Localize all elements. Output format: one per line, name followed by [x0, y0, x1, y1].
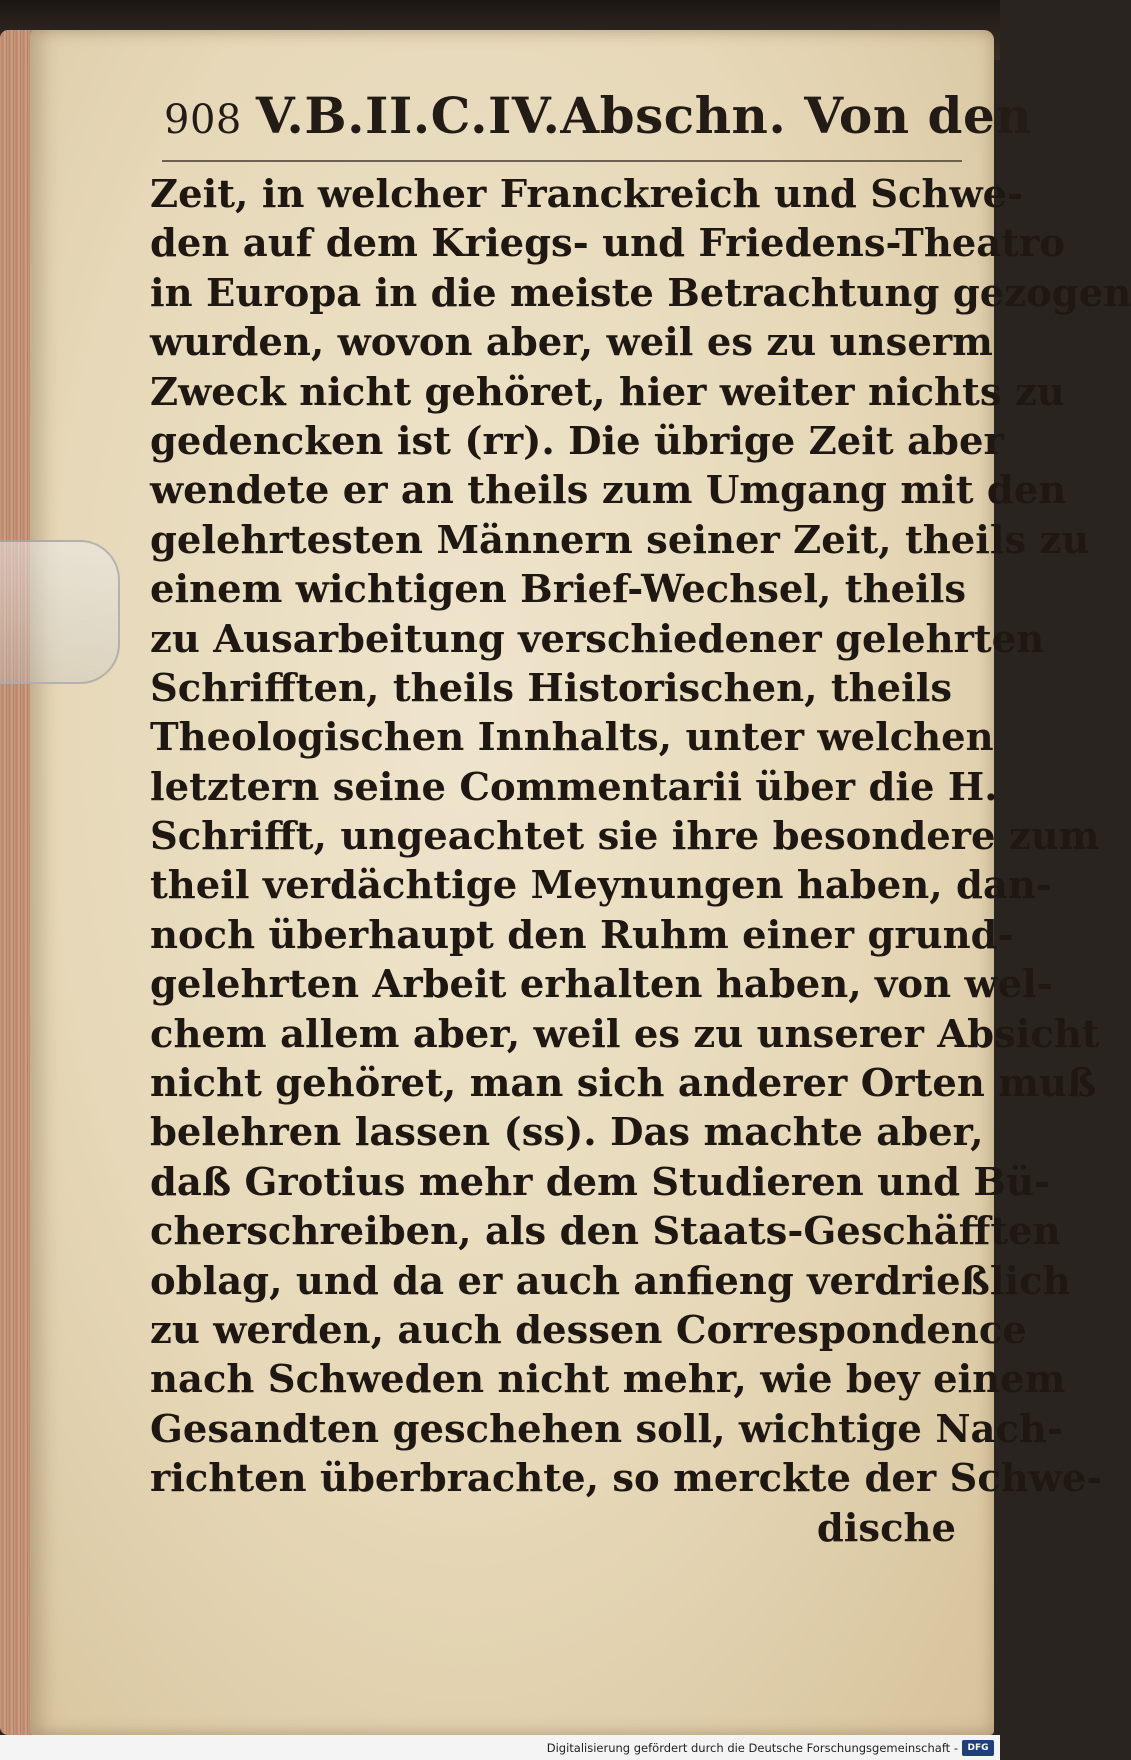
running-title: V.B.II.C.IV.Abschn. Von den	[255, 86, 1033, 145]
text-line: Schrifft, ungeachtet sie ihre besondere zum	[150, 814, 1100, 860]
text-line: daß Grotius mehr dem Studieren und Bü-	[150, 1159, 1050, 1205]
text-line: einem wichtigen Brief-Wechsel, theils	[150, 567, 967, 613]
header-rule	[162, 160, 962, 162]
text-line: richten überbrachte, so merckte der Schwe-	[150, 1456, 1103, 1502]
text-line: gedencken ist (rr). Die übrige Zeit aber	[150, 418, 1004, 464]
text-line: Theologischen Innhalts, unter welchen	[150, 715, 994, 761]
text-line: nicht gehöret, man sich anderer Orten muß	[150, 1061, 1097, 1107]
text-line: gelehrten Arbeit erhalten haben, von wel-	[150, 962, 1053, 1008]
text-line: nach Schweden nicht mehr, wie bey einem	[150, 1357, 1066, 1403]
text-line: Gesandten geschehen soll, wichtige Nach-	[150, 1406, 1063, 1452]
body-text	[150, 170, 1131, 1553]
page-number: 908	[164, 97, 242, 143]
text-line: noch überhaupt den Ruhm einer grund-	[150, 912, 1014, 958]
text-line: zu Ausarbeitung verschiedener gelehrten	[150, 616, 1045, 662]
text-line: Schrifften, theils Historischen, theils	[150, 665, 953, 711]
text-line: zu werden, auch dessen Correspondence	[150, 1307, 1027, 1353]
text-line: in Europa in die meiste Betrachtung gezogen	[150, 270, 1131, 316]
text-line: theil verdächtige Meynungen haben, dan-	[150, 863, 1052, 909]
catchword: dische	[816, 1505, 956, 1551]
text-line: wurden, wovon aber, weil es zu unserm	[150, 320, 993, 366]
text-line: Zweck nicht gehöret, hier weiter nichts zu	[150, 369, 1065, 415]
dfg-logo: DFG	[962, 1740, 994, 1756]
text-line: chem allem aber, weil es zu unserer Absicht	[150, 1011, 1100, 1057]
text-line: gelehrtesten Männern seiner Zeit, theils zu	[150, 517, 1090, 563]
text-line: Zeit, in welcher Franckreich und Schwe-	[150, 172, 1024, 217]
text-line: oblag, und da er auch anfieng verdrießlich	[150, 1258, 1071, 1304]
page-header	[164, 86, 1033, 145]
text-line: belehren lassen (ss). Das machte aber,	[150, 1110, 984, 1156]
text-line: wendete er an theils zum Umgang mit den	[150, 468, 1067, 514]
footer-credit: Digitalisierung gefördert durch die Deutsche Forschungsgemeinschaft -	[546, 1741, 958, 1755]
text-line: den auf dem Kriegs- und Friedens-Theatro	[150, 221, 1065, 267]
bookmark-tab	[0, 540, 120, 684]
text-line: letztern seine Commentarii über die H.	[150, 764, 998, 810]
text-line: cherschreiben, als den Staats-Geschäfften	[150, 1209, 1061, 1255]
